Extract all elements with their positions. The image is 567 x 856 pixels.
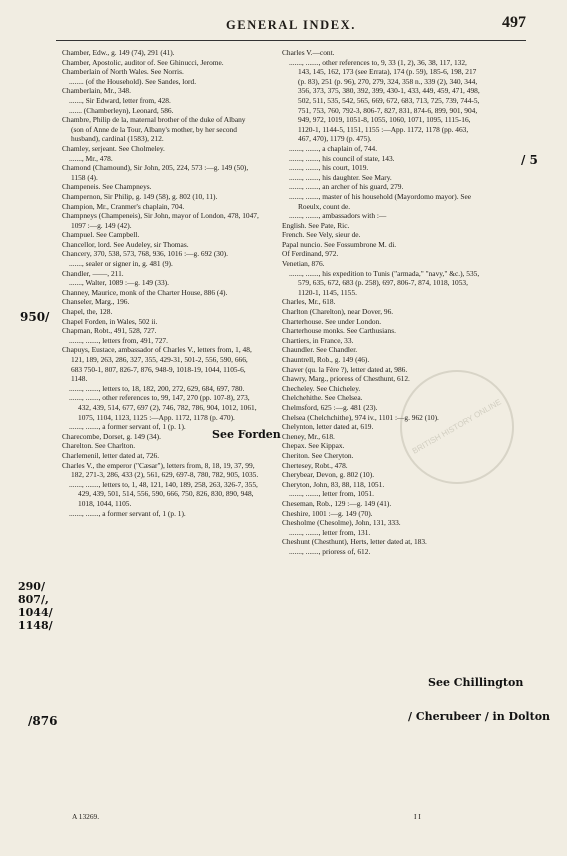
index-column-right xyxy=(282,48,480,556)
handwritten-note: 950/ xyxy=(20,310,50,324)
index-entry: ....... (Chamberleyn), Leonard, 586. xyxy=(69,105,174,115)
index-entry: Charles V.—cont. xyxy=(282,48,335,57)
index-entry: ........ (of the Household). See Sandes, lord. xyxy=(69,76,197,86)
index-entry: Chamber, Edw., g. 149 (74), 291 (41). xyxy=(62,48,175,57)
index-entry: Cheney, Mr., 618. xyxy=(282,431,335,441)
index-entry: Charles V., the emperor ("Cæsar"), letters from, 8, 18, 19, 37, 99, 182, 271-3, 286, 433 (2), 561, 629, 697-8, 780, 782, 905, 1035. xyxy=(62,460,259,480)
index-entry: ......., ......., letters to, 18, 182, 200, 272, 629, 684, 697, 780. xyxy=(69,383,245,393)
index-entry: Chapel Forden, in Wales, 502 ii. xyxy=(62,316,158,326)
index-entry: Chepax. See Kippax. xyxy=(282,441,345,451)
index-entry: French. See Vely, sieur de. xyxy=(282,230,361,240)
index-entry: ......., ......., an archer of his guard, 279. xyxy=(289,182,404,192)
index-entry: ......., ......., a former servant of, 1 (p. 1). xyxy=(69,508,186,518)
index-entry: ......., ......., ambassadors with :— xyxy=(289,211,387,221)
index-entry: Chaundler. See Chandler. xyxy=(282,345,358,355)
index-entry: Chancery, 370, 538, 573, 768, 936, 1016 :—g. 692 (30). xyxy=(62,249,228,259)
index-entry: Chancellor, lord. See Audeley, sir Thomas. xyxy=(62,239,189,249)
index-entry: ......., ......., his court, 1019. xyxy=(289,163,369,173)
index-entry: Chambre, Philip de la, maternal brother of the duke of Albany (son of Anne de la Tour, Albany's mother, by her second husband), cardinal (1583), 212. xyxy=(62,115,246,144)
index-entry: Charlemenil, letter dated at, 726. xyxy=(62,450,160,460)
index-entry: Papal nuncio. See Fossumbrone M. di. xyxy=(282,239,397,249)
index-entry: Chertesey, Robt., 478. xyxy=(282,460,348,470)
index-entry: Chamber, Apostolic, auditor of. See Ghinucci, Jerome. xyxy=(62,57,224,67)
footer-signature: A 13269. xyxy=(72,812,100,821)
index-entry: Chelmsford, 625 :—g. 481 (23). xyxy=(282,402,378,412)
index-entry: Checheley. See Chicheley. xyxy=(282,383,361,393)
index-entry: Cheseman, Rob., 129 :—g. 149 (41). xyxy=(282,498,392,508)
index-entry: Venetian, 876. xyxy=(282,259,325,269)
handwritten-note: See Chillington xyxy=(428,676,524,689)
index-entry: Cheryton, John, 83, 88, 118, 1051. xyxy=(282,479,385,489)
index-entry: Cheshunt (Chesthunt), Herts, letter dated at, 183. xyxy=(282,537,427,547)
index-column-left xyxy=(62,48,260,518)
handwritten-note: / 5 xyxy=(521,153,538,167)
index-entry: Charecombe, Dorset, g. 149 (34). xyxy=(62,431,161,441)
index-entry: ......., ......., letter from, 1051. xyxy=(289,489,374,499)
index-entry: Champeneis. See Champneys. xyxy=(62,182,152,192)
index-entry: ......., Walter, 1089 :—g. 149 (33). xyxy=(69,278,169,288)
index-entry: ......., ......., his council of state, 143. xyxy=(289,153,395,163)
index-entry: Channey, Maurice, monk of the Charter House, 886 (4). xyxy=(62,287,228,297)
index-entry: ......., ......., letters from, 491, 727. xyxy=(69,335,168,345)
index-entry: Chesholme (Chesolme), John, 131, 333. xyxy=(282,518,401,528)
index-entry: ......., ......., his expedition to Tunis ("armada," "navy," &c.), 535, 579, 635, 672, 683 (p. 258), 697, 806-7, 874, 1018, 1053, 1120-1, 1145, 1155. xyxy=(289,268,480,297)
page-number: 497 xyxy=(502,14,526,31)
watermark-stamp: BRITISH HISTORY ONLINE xyxy=(379,349,535,505)
index-entry: Chamond (Chamound), Sir John, 205, 224, 573 :—g. 149 (50), 1158 (4). xyxy=(62,163,249,182)
index-entry: Charterhouse monks. See Carthusians. xyxy=(282,326,396,336)
index-entry: ......., ......., letters to, 1, 48, 121, 140, 189, 258, 263, 326-7, 355, 429, 439, 501, 514, 556, 590, 666, 750, 826, 830, 890, 948, 1018, 1044, 1105. xyxy=(69,479,258,508)
index-entry: Chapman, Robt., 491, 528, 727. xyxy=(62,326,157,336)
index-entry: ......., ......., a chaplain of, 744. xyxy=(289,143,378,153)
index-entry: English. See Pate, Ric. xyxy=(282,220,350,230)
index-entry: ......., ......., letter from, 131. xyxy=(289,527,371,537)
index-entry: ......., ......., prioress of, 612. xyxy=(289,546,371,556)
index-entry: Champneys (Champeneis), Sir John, mayor of London, 478, 1047, 1097 :—g. 149 (42). xyxy=(62,211,259,230)
index-entry: ......., ......., other references to, 99, 147, 270 (pp. 107-8), 273, 432, 439, 514, 677, 697 (2), 746, 782, 786, 904, 1012, 1061, 1075, 1104, 1123, 1125 :—App. 1172, 1178 (p. 470). xyxy=(69,393,257,422)
index-entry: Cheriton. See Cheryton. xyxy=(282,450,354,460)
index-entry: ......., ......., a former servant of, 1 (p. 1). xyxy=(69,422,186,432)
index-entry: Cheshire, 1001 :—g. 149 (70). xyxy=(282,508,373,518)
index-entry: Champernon, Sir Philip, g. 149 (58), g. 802 (10, 11). xyxy=(62,191,218,201)
index-entry: Chamberlain of North Wales. See Norris. xyxy=(62,67,184,77)
index-entry: Chelsea (Chelchchithe), 974 iv., 1101 :—g. 962 (10). xyxy=(282,412,439,422)
index-entry: Champion, Mr., Cranmer's chaplain, 704. xyxy=(62,201,185,211)
index-entry: ......., ......., his daughter. See Mary. xyxy=(289,172,392,182)
index-entry: Charles, Mr., 618. xyxy=(282,297,336,307)
index-entry: Charterhouse. See under London. xyxy=(282,316,382,326)
index-entry: ......., ......., master of his household (Mayordomo mayor). See Roeulx, count de. xyxy=(289,191,472,211)
index-entry: Charlton (Charelton), near Dover, 96. xyxy=(282,307,394,317)
index-entry: Chartiers, in France, 33. xyxy=(282,335,354,345)
index-entry: ......., sealer or signer in, g. 481 (9). xyxy=(69,259,173,269)
handwritten-note: /876 xyxy=(28,714,58,728)
handwritten-note: 290/ 807/, 1044/ 1148/ xyxy=(18,580,53,632)
index-entry: Chelchehithe. See Chelsea. xyxy=(282,393,363,403)
index-entry: Charelton. See Charlton. xyxy=(62,441,136,451)
index-entry: Chawry, Marg., prioress of Chesthunt, 612. xyxy=(282,374,410,384)
handwritten-note: See Forden xyxy=(212,428,281,441)
index-entry: Chamberlain, Mr., 348. xyxy=(62,86,131,96)
index-entry: ......., Sir Edward, letter from, 428. xyxy=(69,95,171,105)
index-entry: Chaver (qu. la Fère ?), letter dated at, 986. xyxy=(282,364,408,374)
index-entry: Chanseler, Marg., 196. xyxy=(62,297,130,307)
index-entry: Chamley, serjeant. See Cholmeley. xyxy=(62,143,165,153)
index-entry: Chauntrell, Rob., g. 149 (46). xyxy=(282,355,370,364)
index-entry: Chelynton, letter dated at, 619. xyxy=(282,422,374,432)
index-entry: Chandler, ——, 211. xyxy=(62,268,124,278)
index-entry: Chapuys, Eustace, ambassador of Charles V., letters from, 1, 48, 121, 189, 263, 286, 327, 355, 429-31, 501-2, 556, 590, 666, 683 750-1, 807, 826-7, 876, 948-9, 1018-19, 1044, 1105-6, 1148. xyxy=(62,345,252,384)
index-entry: Cherybear, Devon, g. 802 (10). xyxy=(282,470,375,480)
index-entry: Chapel, the, 128. xyxy=(62,307,113,317)
page-header xyxy=(56,14,526,36)
index-entry: ......., ......., other references to, 9, 33 (1, 2), 36, 38, 117, 132, 143, 145, 162, 173 (see Errata), 174 (p. 59), 185-6, 198, 217 (p. 83), 251 (p. 96), 270, 279, 324, 358 n., 339 (2), 340, 344, 356, 373, 375, 380, 392, 399, 430-1, 433, 449, 459, 471, 498, 502, 511, 535, 542, 565, 669, 672, 683, 713, 725, 739, 744-5, 751, 753, 760, 792-3, 806-7, 827, 831, 874-6, 899, 901, 904, 949, 972, 1019, 1051-8, 1055, 1060, 1071, 1095, 1115-16, 1120-1, 1144-5, 1151, 1155 :—App. 1172, 1178 (pp. 463, 467, 470), 1179 (p. 475). xyxy=(289,57,480,144)
index-entry: Champuel. See Campbell. xyxy=(62,230,140,240)
footer-signature-mark: I I xyxy=(414,812,421,821)
header-rule xyxy=(56,40,526,41)
index-entry: Of Ferdinand, 972. xyxy=(282,249,339,259)
handwritten-note: / Cherubeer / in Dolton xyxy=(408,710,551,723)
page-title: GENERAL INDEX. xyxy=(225,18,357,32)
index-entry: ......., Mr., 478. xyxy=(69,153,113,163)
